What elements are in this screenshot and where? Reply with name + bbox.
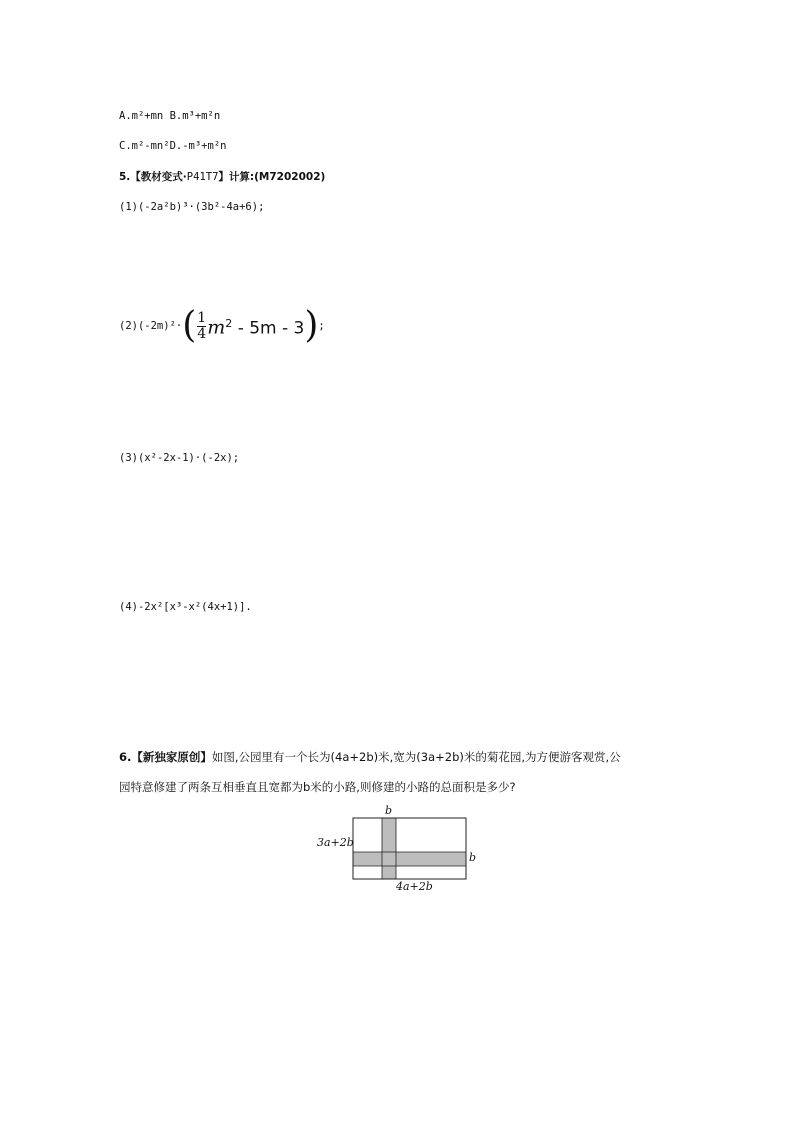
polynomial-rest: - 5m - 3 xyxy=(232,318,305,339)
label-right: b xyxy=(469,851,477,864)
question-5-item-2 xyxy=(119,306,325,346)
fraction-numerator: 1 xyxy=(197,309,207,326)
fraction-denominator: 4 xyxy=(197,325,207,342)
fraction xyxy=(197,311,206,342)
variable-m: m xyxy=(207,316,226,339)
question-5-number: 5. xyxy=(119,171,131,183)
question-6-line-1 xyxy=(119,750,679,764)
vertical-path xyxy=(382,818,396,879)
horizontal-path xyxy=(353,852,466,866)
question-6-tag: 【新独家原创】 xyxy=(131,750,212,764)
question-6-text-1: 如图,公园里有一个长为(4a+2b)米,宽为(3a+2b)米的菊花园,为方便游客观赏,公 xyxy=(211,750,621,764)
garden-outline xyxy=(353,818,466,879)
close-paren: ) xyxy=(304,305,319,346)
polynomial-expression xyxy=(207,316,305,339)
question-5-instruction: 计算:(M7202002) xyxy=(228,171,326,183)
question-5-item-1: (1)(-2a²b)³·(3b²-4a+6); xyxy=(119,201,265,213)
question-6-number: 6. xyxy=(119,750,132,764)
question-5-item-2-lead: (2)(-2m)²· xyxy=(119,320,183,332)
question-5-tag-close: 】 xyxy=(218,171,229,183)
question-5-tag-ref: P41T7 xyxy=(186,171,219,183)
question-5-tag: 【教材变式· xyxy=(130,171,187,183)
choice-line-cd: C.m²-mn²D.-m³+m²n xyxy=(119,140,227,152)
question-5-item-4: (4)-2x²[x³-x²(4x+1)]. xyxy=(119,601,252,613)
exponent: 2 xyxy=(225,316,233,330)
question-5-item-2-tail: ; xyxy=(318,320,325,332)
label-left: 3a+2b xyxy=(317,836,354,849)
label-top: b xyxy=(385,804,393,817)
garden-figure xyxy=(300,800,500,900)
open-paren: ( xyxy=(182,305,197,346)
label-bottom: 4a+2b xyxy=(396,880,433,893)
question-6-line-2: 园特意修建了两条互相垂直且宽都为b米的小路,则修建的小路的总面积是多少? xyxy=(119,780,516,794)
question-5-header xyxy=(119,170,325,184)
choice-line-ab: A.m²+mn B.m³+m²n xyxy=(119,110,221,122)
question-5-item-3: (3)(x²-2x-1)·(-2x); xyxy=(119,452,240,464)
